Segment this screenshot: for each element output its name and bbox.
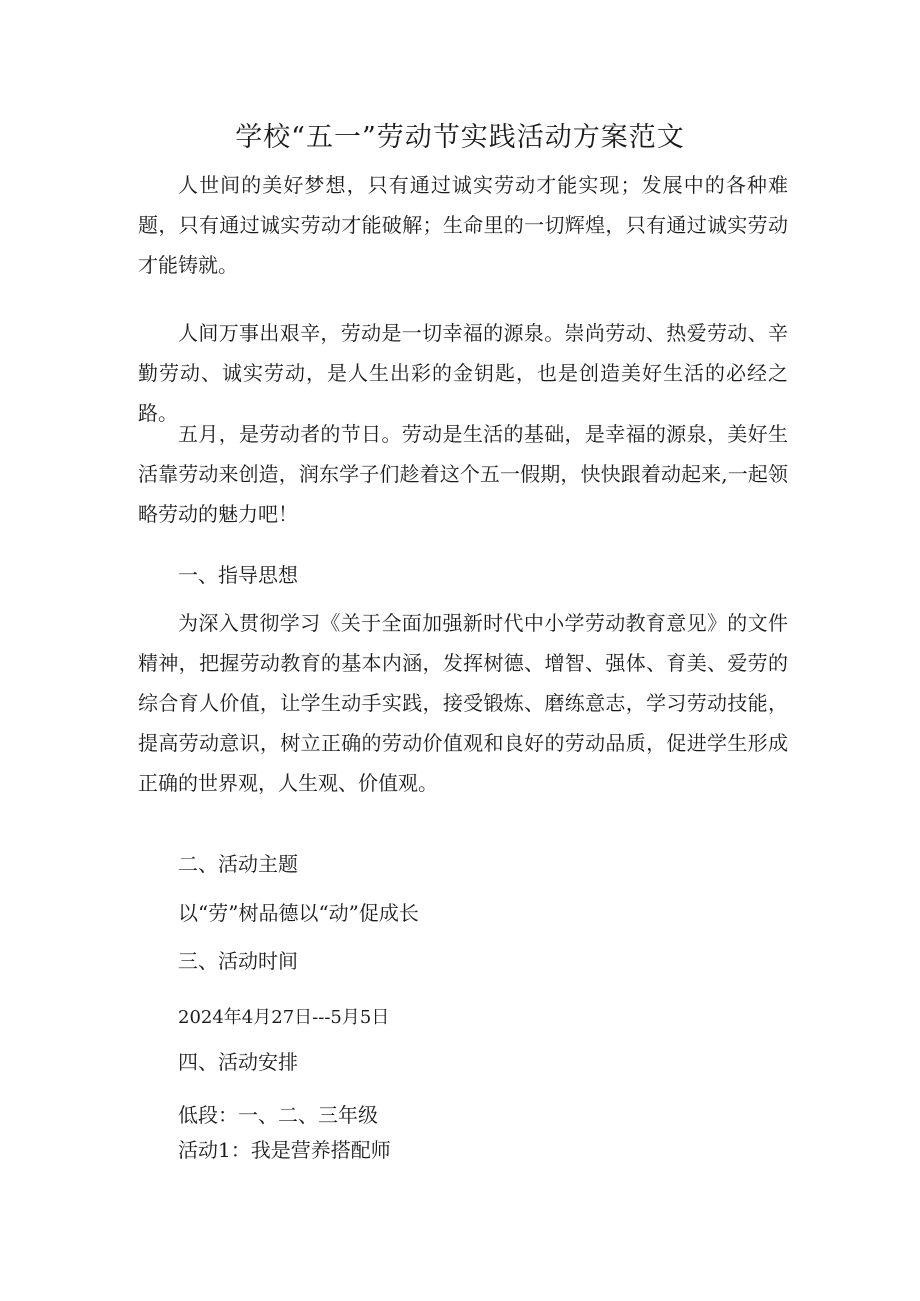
- section-heading-activity-theme: 二、活动主题: [178, 852, 298, 876]
- activity-1-label: 活动1：我是营养搭配师: [178, 1138, 391, 1162]
- section-body-guiding-thought: 为深入贯彻学习《关于全面加强新时代中小学劳动教育意见》的文件精神，把握劳动教育的基本内涵，发挥树德、增智、强体、育美、爱劳的综合育人价值，让学生动手实践，接受锻炼、磨练意志，学习劳动技能，提高劳动意识，树立正确的劳动价值观和良好的劳动品质，促进学生形成正确的世界观，人生观、价值观。: [138, 611, 788, 795]
- document-title: 学校“五一”劳动节实践活动方案范文: [235, 122, 685, 153]
- intro-paragraph-2: 人间万事出艰辛，劳动是一切幸福的源泉。崇尚劳动、热爱劳动、辛勤劳动、诚实劳动，是人生出彩的金钥匙，也是创造美好生活的必经之路。: [138, 321, 788, 425]
- section-heading-activity-time: 三、活动时间: [178, 949, 298, 973]
- grade-group-label: 低段：一、二、三年级: [178, 1103, 378, 1127]
- section-body-activity-time: 2024年4月27日---5月5日: [178, 1007, 390, 1028]
- section-heading-activity-arrangement: 四、活动安排: [178, 1050, 298, 1074]
- intro-paragraph-1: 人世间的美好梦想，只有通过诚实劳动才能实现；发展中的各种难题，只有通过诚实劳动才能破解；生命里的一切辉煌，只有通过诚实劳动才能铸就。: [138, 173, 788, 277]
- section-heading-guiding-thought: 一、指导思想: [178, 563, 298, 587]
- section-body-activity-theme: 以“劳”树品德以“动”促成长: [178, 901, 419, 925]
- intro-paragraph-3: 五月，是劳动者的节日。劳动是生活的基础，是幸福的源泉，美好生活靠劳动来创造，润东学子们趁着这个五一假期，快快跟着动起来,一起领略劳动的魅力吧！: [138, 422, 788, 526]
